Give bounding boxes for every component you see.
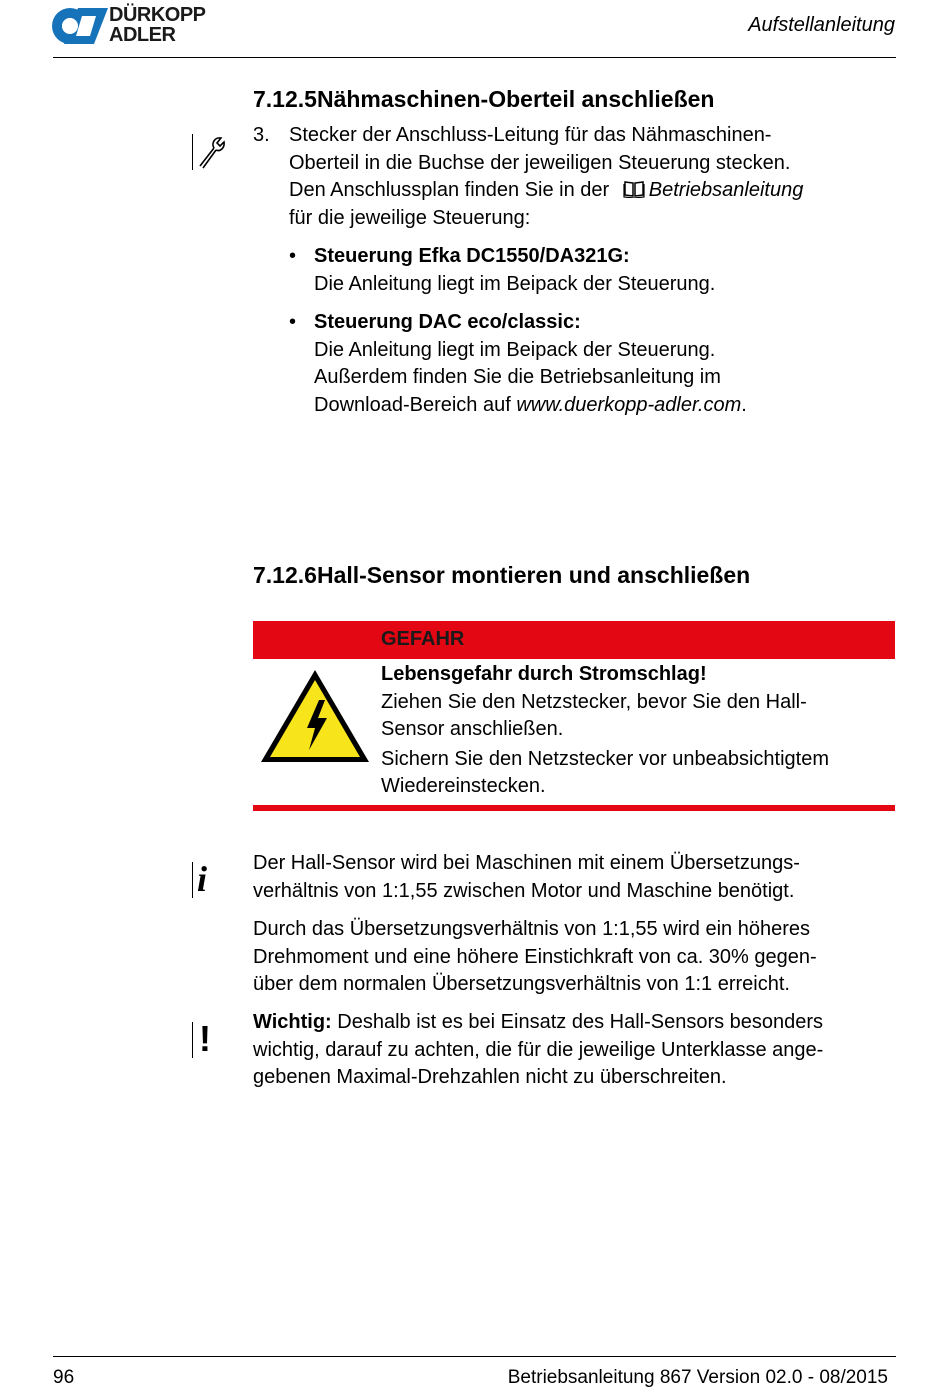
company-logo: [52, 6, 222, 48]
footer-rule: [53, 1356, 896, 1357]
page-number: 96: [53, 1367, 75, 1388]
logo-text-line2: ADLER: [109, 24, 176, 46]
bullet-marker: •: [289, 245, 297, 267]
bullet-line: Download-Bereich auf www.duerkopp-adler.com.: [314, 393, 747, 416]
exclamation-icon: !: [199, 1018, 211, 1059]
danger-header-bar: [253, 621, 895, 659]
wrench-icon: [194, 134, 226, 170]
important-line: wichtig, darauf zu achten, die für die jeweilige Unterklasse ange-: [253, 1038, 824, 1061]
step-text: [289, 122, 889, 232]
danger-line: Ziehen Sie den Netzstecker, bevor Sie den Hall-: [381, 690, 807, 713]
manual-reference: Betriebsanleitung: [648, 179, 804, 201]
step-number: 3.: [253, 124, 270, 146]
bullet-line: Die Anleitung liegt im Beipack der Steuerung.: [314, 338, 716, 361]
info-line: verhältnis von 1:1,55 zwischen Motor und Maschine benötigt.: [253, 879, 795, 902]
info-line: über dem normalen Übersetzungsverhältnis von 1:1 erreicht.: [253, 973, 790, 995]
danger-line: Sichern Sie den Netzstecker vor unbeabsichtigtem: [381, 747, 830, 770]
footer-doc-info: Betriebsanleitung 867 Version 02.0 - 08/2015: [507, 1367, 888, 1388]
important-label: Wichtig:: [253, 1011, 332, 1033]
logo-text-line1: DÜRKOPP: [109, 4, 206, 26]
step-line: Den Anschlussplan finden Sie in der Betriebsanleitung: [289, 179, 804, 201]
logo-mark-icon: [52, 6, 110, 46]
info-line: Der Hall-Sensor wird bei Maschinen mit einem Übersetzungs-: [253, 852, 800, 874]
important-paragraph: [253, 1009, 898, 1092]
tool-note-icon: [192, 134, 225, 170]
doc-type: Aufstellanleitung: [748, 14, 895, 36]
electric-shock-warning-icon: [257, 666, 373, 766]
info-note-icon: [192, 859, 225, 899]
info-paragraph: [253, 916, 898, 999]
section-title: Nähmaschinen-Oberteil anschließen: [316, 86, 715, 112]
important-note-icon: [192, 1018, 225, 1059]
step-line: Oberteil in die Buchse der jeweiligen Steuerung stecken.: [289, 151, 791, 174]
bullet-item: [289, 309, 889, 419]
step-line: Stecker der Anschluss-Leitung für das Nähmaschinen-: [289, 124, 772, 146]
info-icon: i: [197, 859, 208, 899]
important-line: gebenen Maximal-Drehzahlen nicht zu überschreiten.: [253, 1066, 727, 1088]
step-line: für die jeweilige Steuerung:: [289, 206, 531, 229]
bullet-line: Die Anleitung liegt im Beipack der Steuerung.: [314, 272, 716, 295]
header-rule: [53, 57, 896, 58]
bullet-title: Steuerung Efka DC1550/DA321G:: [314, 245, 630, 267]
danger-bottom-bar: [253, 805, 895, 811]
danger-headline: Lebensgefahr durch Stromschlag!: [381, 663, 707, 685]
section-number: 7.12.5: [253, 86, 317, 112]
info-line: Durch das Übersetzungsverhältnis von 1:1,55 wird ein höheres: [253, 918, 810, 940]
bullet-marker: •: [289, 311, 297, 333]
danger-line: Wiedereinstecken.: [381, 775, 546, 797]
danger-text: [381, 661, 891, 801]
section-heading: [253, 562, 750, 589]
danger-line: Sensor anschließen.: [381, 718, 564, 740]
bullet-line: Außerdem finden Sie die Betriebsanleitung im: [314, 366, 721, 388]
bullet-title: Steuerung DAC eco/classic:: [314, 311, 581, 333]
section-number: 7.12.6: [253, 562, 317, 588]
website-link[interactable]: www.duerkopp-adler.com: [516, 393, 742, 416]
section-title: Hall-Sensor montieren und anschließen: [316, 562, 751, 588]
book-icon: [623, 180, 645, 198]
section-heading: [253, 86, 714, 113]
bullet-item: [289, 243, 889, 298]
info-line: Drehmoment und eine höhere Einstichkraft von ca. 30% gegen-: [253, 945, 817, 968]
danger-label: GEFAHR: [381, 628, 465, 650]
danger-box: [253, 621, 895, 813]
info-paragraph: [253, 850, 898, 905]
important-line: Wichtig: Deshalb ist es bei Einsatz des Hall-Sensors besonders: [253, 1011, 824, 1033]
